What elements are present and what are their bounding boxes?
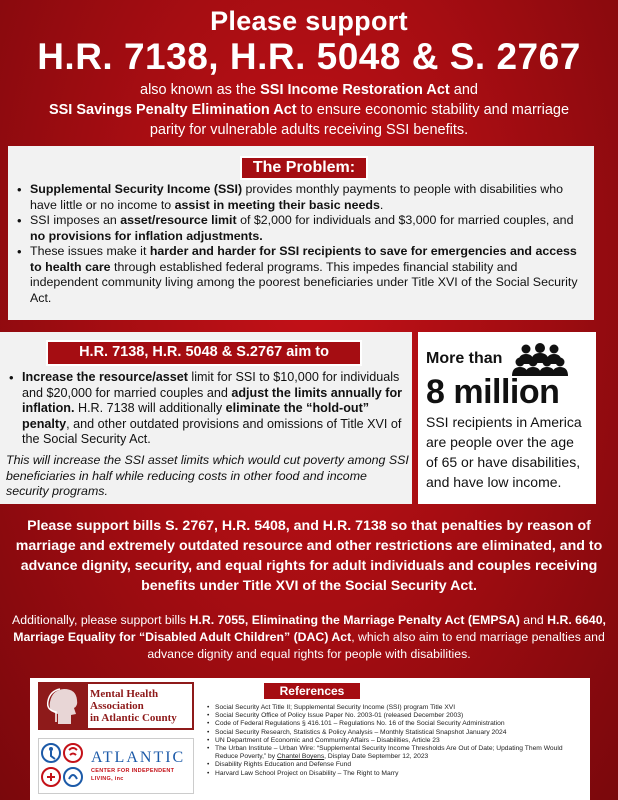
problem-item-2-bold-2: no provisions for inflation adjustments. [30, 228, 263, 243]
mha-name [88, 688, 177, 724]
problem-item-2-text-1: of $2,000 for individuals and $3,000 for married couples, and [236, 213, 574, 227]
problem-heading: The Problem: [240, 156, 368, 180]
mha-line3: in Atlantic County [90, 712, 177, 724]
aim-text-2: H.R. 7138 will additionally [74, 401, 226, 416]
people-group-icon [512, 342, 568, 376]
reference-item-urban [206, 745, 586, 761]
aim-note: This will increase the SSI asset limits which would cut poverty among SSI beneficiaries in half while reducing costs in other food and income security programs. [6, 453, 409, 499]
aim-bold-2: adjust the limits annually for inflation. [22, 385, 403, 416]
header [0, 0, 618, 140]
additional-text-2: and [519, 613, 548, 627]
atlantic-cil-logo [38, 738, 194, 794]
stat-more-than: More than [426, 350, 503, 367]
reference-item: • Disability Rights Education and Defense Fund [206, 761, 586, 769]
reference-item: • Code of Federal Regulations § 416.101 – Regulations No. 16 of the Social Security Administration [206, 720, 586, 728]
additional-text-1: Additionally, please support bills [12, 613, 190, 627]
aim-text-1: limit for SSI to $10,000 for individuals and $20,000 for married couples and [22, 370, 400, 400]
subtitle-text-2: and [449, 82, 478, 98]
problem-item-2 [14, 213, 588, 244]
accessibility-icons [39, 741, 87, 791]
appeal-text: Please support bills S. 2767, H.R. 5408, and H.R. 7138 so that penalties by reason of marriage and extremely outdated resource and other restrictions are eliminated, and to advance dignity, security, and equal rights for adult individuals and couples receiving benefits under Title XVI of the Social Security Act. [15, 518, 603, 594]
mha-head-icon [40, 684, 88, 728]
mha-line2: Association [90, 700, 144, 712]
header-line1: Please support [210, 6, 408, 36]
atlantic-subtitle: CENTER FOR INDEPENDENT LIVING, inc [91, 768, 175, 782]
urban-text-1: The Urban Institute – Urban Wire: “Supplemental Security Income Thresholds Are Out of Date; Updating Them Would Reduce Poverty,” by [215, 745, 563, 761]
reference-item: • Harvard Law School Project on Disability – The Right to Marry [206, 770, 586, 778]
additional-text [10, 612, 608, 663]
references-heading: References [262, 681, 362, 701]
stat-description: SSI recipients in America are people over the age of 65 or have disabilities, and have low income. [426, 414, 582, 490]
problem-item-3-bold-1: harder and harder for SSI recipients to save for emergencies and access to health care [30, 244, 577, 274]
atlantic-text [87, 749, 193, 783]
subtitle-act-2: SSI Savings Penalty Elimination Act [48, 102, 297, 118]
reference-item: • Social Security Office of Policy Issue Paper No. 2003-01 (released December 2003) [206, 712, 586, 720]
stat-top [426, 342, 588, 376]
aim-panel [0, 332, 412, 504]
problem-item-1-text-2: . [379, 197, 384, 212]
additional-bill-2: H.R. 6640, Marriage Equality for “Disabled Adult Children” (DAC) Act [13, 613, 606, 644]
references-panel [30, 678, 590, 800]
problem-item-1 [14, 182, 588, 213]
subtitle-text-1: also known as the [140, 82, 261, 98]
problem-panel [8, 146, 594, 320]
mha-line1: Mental Health [90, 688, 159, 700]
stat-big-number: 8 million [426, 373, 560, 411]
urban-author: Chantel Boyens [276, 753, 325, 761]
stat-panel [418, 332, 596, 504]
aim-list [6, 370, 406, 448]
problem-list [14, 182, 588, 306]
aim-text-3: , and other outdated provisions and omissions of Title XVI of the Social Security Act. [22, 416, 402, 447]
problem-item-2-text-0: SSI imposes an [30, 213, 121, 227]
aim-heading: H.R. 7138, H.R. 5048 & S.2767 aim to [46, 340, 362, 366]
reference-list [206, 704, 586, 778]
urban-text-2: , Display Date September 12, 2023 [324, 753, 429, 761]
atlantic-name: ATLANTIC [91, 749, 186, 766]
problem-item-1-text-1: provides monthly payments to people with disabilities who have little or no income to [30, 182, 564, 212]
problem-item-3 [14, 244, 588, 306]
problem-item-1-bold-2: assist in meeting their basic needs [174, 197, 380, 212]
additional-bill-1: H.R. 7055, Eliminating the Marriage Penalty Act (EMPSA) [189, 613, 520, 627]
reference-item: • Social Security Act Title II; Supplemental Security Income (SSI) program Title XVI [206, 704, 586, 712]
additional-text-3: , which also aim to end marriage penalties and advance dignity and equal rights for people with disabilities. [147, 630, 605, 661]
problem-item-3-text-1: through established federal programs. This impedes financial stability and independent community living among the poorest beneficiaries under Title XVI of the Social Security Act. [30, 259, 578, 305]
problem-item-1-bold-1: Supplemental Security Income (SSI) [30, 182, 243, 196]
subtitle-text-3: to ensure economic stability and marriage parity for vulnerable adults receiving SSI benefits. [149, 102, 570, 138]
reference-item: • UN Department of Economic and Community Affairs – Disabilities, Article 23 [206, 737, 586, 745]
aim-bold-1: Increase the resource/asset [22, 370, 188, 384]
header-bill-numbers: H.R. 7138, H.R. 5048 & S. 2767 [37, 36, 581, 77]
mha-logo [38, 682, 194, 730]
problem-item-2-bold-1: asset/resource limit [120, 213, 237, 227]
subtitle-act-1: SSI Income Restoration Act [260, 82, 450, 98]
header-subtitle [0, 80, 618, 140]
reference-item: • Social Security Research, Statistics & Policy Analysis – Monthly Statistical Snapshot January 2024 [206, 729, 586, 737]
aim-item [6, 370, 406, 448]
problem-item-3-text-0: These issues make it [30, 244, 150, 258]
aim-bold-3: eliminate the “hold-out” penalty [22, 401, 370, 431]
